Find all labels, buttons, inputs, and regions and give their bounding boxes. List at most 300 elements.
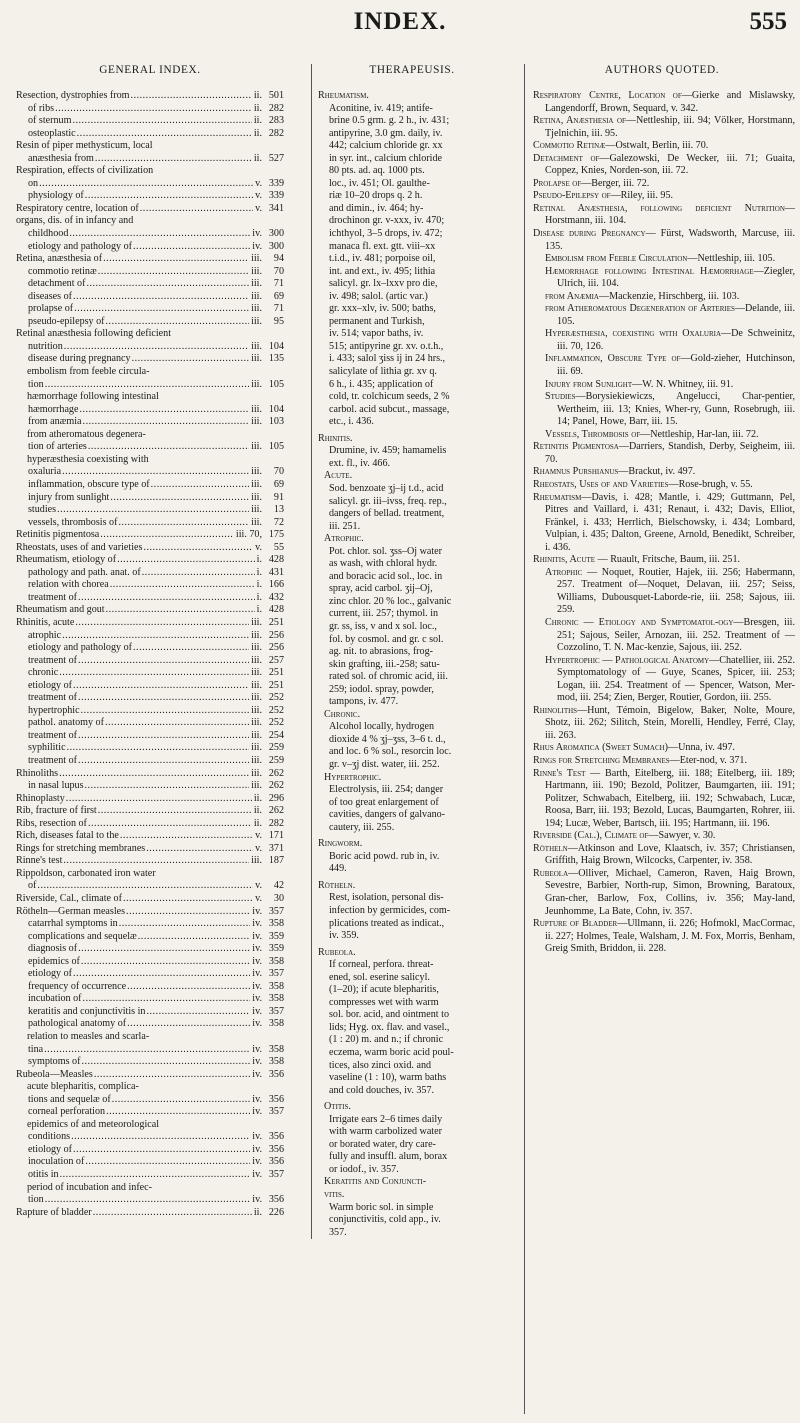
- leader-dots: [78, 755, 249, 768]
- index-entry-volume: iii.: [251, 642, 262, 654]
- index-entry: [16, 630, 284, 643]
- index-entry: [16, 793, 284, 806]
- index-entry-text: vessels, thrombosis of: [28, 516, 118, 528]
- author-entry: [533, 153, 795, 178]
- author-entry: [533, 379, 795, 392]
- leader-dots: [75, 617, 249, 630]
- index-entry: [16, 278, 284, 291]
- leader-dots: [120, 830, 253, 843]
- author-entry: [533, 115, 795, 140]
- therapeusis-line: salicylate of lithia gr. xv q.: [329, 366, 437, 378]
- index-entry: [16, 705, 284, 718]
- index-entry-text: of ribs: [28, 102, 55, 114]
- leader-dots: [132, 353, 249, 366]
- therapeusis-line: Warm boric sol. in simple: [329, 1201, 434, 1213]
- leader-dots: [81, 1056, 250, 1069]
- index-entry-text: in nasal lupus: [28, 780, 84, 792]
- index-entry-volume: iv.: [252, 968, 262, 980]
- index-entry-volume: ii.: [253, 102, 262, 114]
- leader-dots: [118, 517, 249, 530]
- index-entry-volume: v.: [255, 190, 262, 202]
- therapeusis-subheading: Rhinitis.: [318, 432, 353, 444]
- leader-dots: [39, 178, 253, 191]
- index-entry-text: inoculation of: [28, 1156, 85, 1168]
- leader-dots: [74, 303, 249, 316]
- index-entry-page: 431: [268, 566, 284, 578]
- author-entry-topic: Studies: [545, 391, 576, 403]
- index-entry-text: catarrhal symptoms in: [28, 918, 118, 930]
- index-entry-text: physiology of: [28, 190, 84, 202]
- therapeusis-line: permanent and Turkish,: [329, 315, 425, 327]
- leader-dots: [127, 1018, 250, 1031]
- index-entry-volume: iii.: [251, 767, 262, 779]
- index-entry-page: 356: [268, 1068, 284, 1080]
- leader-dots: [123, 893, 253, 906]
- leader-dots: [146, 843, 253, 856]
- index-entry-page: 259: [268, 754, 284, 766]
- index-entry: [16, 1156, 284, 1169]
- index-entry-volume: iii. 70,: [235, 529, 262, 541]
- index-entry-page: 358: [268, 1056, 284, 1068]
- author-entry-authors: —Mackenzie, Hirschberg, iii. 103.: [599, 290, 740, 302]
- index-entry-text: symptoms of: [28, 1056, 81, 1068]
- author-entry-topic: Rinne's Test: [533, 767, 586, 779]
- index-entry-text: syphilitic: [28, 742, 66, 754]
- index-entry-page: 356: [268, 1131, 284, 1143]
- therapeusis-subheading: Hypertrophic.: [324, 771, 382, 783]
- index-entry-page: 252: [268, 717, 284, 729]
- therapeusis-line: ened, sol. eserine salicyl.: [329, 971, 430, 983]
- therapeusis-line: loc., iv. 451; Ol. gaulthe-: [329, 177, 430, 189]
- leader-dots: [78, 592, 255, 605]
- index-entry-volume: iii.: [251, 441, 262, 453]
- author-entry: [533, 843, 795, 868]
- leader-dots: [98, 266, 249, 279]
- index-entry-page: 296: [268, 792, 284, 804]
- index-entry-volume: iv.: [252, 1106, 262, 1118]
- index-entry-text: Resection, dystrophies from: [16, 90, 130, 101]
- index-entry-volume: iii.: [251, 692, 262, 704]
- index-entry: [16, 642, 284, 655]
- author-entry-topic: Prolapse of: [533, 177, 582, 189]
- index-entry-page: 282: [268, 817, 284, 829]
- index-entry-text: frequency of occurrence: [28, 980, 127, 992]
- therapeusis-line: salicyl. gr. iii–ivss, freq. rep.,: [329, 495, 447, 507]
- therapeusis-line: 515; antipyrine gr. xv. o.t.h.,: [329, 340, 444, 352]
- index-entry: [16, 1169, 284, 1182]
- leader-dots: [73, 1144, 250, 1157]
- index-entry-volume: iii.: [251, 654, 262, 666]
- author-entry-authors: —Atkinson and Love, Klaatsch, iv. 357; Christiansen, Griffith, Haig Brown, Wilcocks, Carpenter, iv. 358.: [545, 842, 795, 867]
- index-entry-text: commotio retinæ: [28, 265, 97, 277]
- index-entry: [16, 893, 284, 906]
- index-entry-page: 358: [268, 1018, 284, 1030]
- index-entry-text: Rinne's test: [16, 855, 63, 867]
- index-entry-volume: iii.: [251, 353, 262, 365]
- index-entry-text: from anæmia: [28, 416, 82, 428]
- author-entry: [533, 617, 795, 655]
- leader-dots: [86, 278, 249, 291]
- author-entry: [533, 868, 795, 918]
- index-entry-text: etiology and pathology of: [28, 642, 133, 654]
- author-entry-authors: —Hunt, Témoin, Bigelow, Baker, Nolte, Moure, Shotz, iii. 262; Silitch, Stein, Morelli, Hendley, Ferré, Clay, iii. 263.: [545, 704, 795, 741]
- author-entry: [533, 655, 795, 705]
- index-entry: [16, 906, 284, 919]
- index-entry-page: 256: [268, 642, 284, 654]
- author-entry-authors: —Nettleship, iii. 105.: [687, 253, 776, 265]
- index-entry-text: epidemics of: [28, 955, 80, 967]
- author-entry-authors: —Delande, iii. 105.: [557, 303, 795, 327]
- leader-dots: [57, 504, 249, 517]
- index-entry-text: injury from sunlight: [28, 491, 110, 503]
- author-entry: [533, 441, 795, 466]
- author-entry: [533, 328, 795, 353]
- therapeusis-line: cold, tr. colchicum seeds, 2 %: [329, 391, 450, 403]
- index-entry-volume: iv.: [252, 1093, 262, 1105]
- index-entry: [16, 1194, 284, 1207]
- leader-dots: [126, 906, 250, 919]
- therapeusis-line: or iodof., iv. 357.: [329, 1163, 399, 1175]
- index-entry-volume: iv.: [252, 1194, 262, 1206]
- author-entry-topic: Embolism from Feeble Circulation: [545, 253, 688, 265]
- leader-dots: [67, 742, 249, 755]
- leader-dots: [69, 228, 250, 241]
- author-entry-topic: Rhinitis, Acute: [533, 554, 596, 566]
- index-entry: [16, 1131, 284, 1144]
- author-entry-topic: Vessels, Thrombosis of: [545, 428, 641, 440]
- index-entry: [16, 880, 284, 893]
- therapeusis-line: lids; Hyg. ox. flav. and vasel.,: [329, 1021, 450, 1033]
- index-entry-page: 91: [273, 491, 284, 503]
- leader-dots: [78, 692, 249, 705]
- leader-dots: [93, 1207, 252, 1220]
- index-entry: [16, 579, 284, 592]
- index-entry: [16, 604, 284, 617]
- author-entry-authors: —W. N. Whitney, iii. 91.: [632, 378, 734, 390]
- index-entry-volume: iii.: [251, 253, 262, 265]
- page-number: 555: [749, 8, 787, 35]
- index-entry-text: Rheumatism, etiology of: [16, 554, 117, 566]
- author-entry-topic: Detachment of: [533, 152, 600, 164]
- index-entry: [16, 153, 284, 166]
- author-entry-topic: Rheostats, Uses of and Varieties: [533, 478, 669, 490]
- index-entry-volume: v.: [255, 202, 262, 214]
- leader-dots: [133, 241, 250, 254]
- therapeusis-column: [311, 64, 510, 1239]
- author-entry-authors: —Sawyer, v. 30.: [648, 830, 716, 842]
- index-entry: [16, 416, 284, 429]
- therapeusis-line: manaca fl. ext. gtt. viii–xx: [329, 240, 436, 252]
- index-entry-page: 358: [268, 918, 284, 930]
- index-entry-text: childhood: [28, 228, 69, 240]
- leader-dots: [88, 441, 249, 454]
- index-entry-text: Rötheln—German measles: [16, 905, 126, 917]
- author-entry: [533, 705, 795, 743]
- index-entry-volume: i.: [256, 566, 262, 578]
- index-entry: [16, 190, 284, 203]
- index-entry-page: 251: [268, 667, 284, 679]
- therapeusis-line: sol. bor. acid, and ointment to: [329, 1009, 449, 1021]
- index-entry-page: 69: [273, 290, 284, 302]
- leader-dots: [94, 1069, 250, 1082]
- author-entry-topic: Riverside (Cal.), Climate of: [533, 830, 649, 842]
- therapeusis-line: as wash, with chloral hydr.: [329, 558, 438, 570]
- index-entry: [16, 655, 284, 668]
- index-entry-continued: Retinal anæsthesia following deficient: [16, 328, 172, 340]
- index-entry: [16, 993, 284, 1006]
- index-entry: [16, 843, 284, 856]
- leader-dots: [83, 416, 250, 429]
- index-entry-text: atrophic: [28, 629, 62, 641]
- leader-dots: [103, 253, 249, 266]
- leader-dots: [44, 1044, 250, 1057]
- therapeusis-line: and dimin., iv. 464; hy-: [329, 202, 424, 214]
- index-entry-text: treatment of: [28, 654, 78, 666]
- index-entry-text: chronic: [28, 667, 59, 679]
- leader-dots: [151, 479, 249, 492]
- leader-dots: [138, 931, 251, 944]
- author-entry: [533, 755, 795, 768]
- therapeusis-line: brine 0.5 grm. g. 2 h., iv. 431;: [329, 115, 450, 127]
- index-entry-page: 501: [268, 90, 284, 101]
- index-entry: [16, 504, 284, 517]
- index-entry-text: tion: [28, 1194, 44, 1206]
- leader-dots: [110, 492, 249, 505]
- therapeusis-line: Drumine, iv. 459; hamamelis: [329, 445, 447, 457]
- index-entry-page: 300: [268, 228, 284, 240]
- therapeusis-line: 449.: [329, 863, 347, 875]
- leader-dots: [133, 642, 249, 655]
- index-entry: [16, 303, 284, 316]
- author-entry-topic: Inflammation, Obscure Type of: [545, 353, 681, 365]
- index-entry-volume: iii.: [251, 629, 262, 641]
- index-entry-continued: acute blepharitis, complica-: [27, 1081, 139, 1093]
- index-entry-text: Rib, fracture of first: [16, 805, 97, 817]
- author-entry: [533, 479, 795, 492]
- author-entry: [533, 554, 795, 567]
- index-entry-page: 69: [273, 478, 284, 490]
- index-entry-text: Rheostats, uses of and varieties: [16, 541, 143, 553]
- index-entry-page: 103: [268, 416, 284, 428]
- index-entry-page: 356: [268, 1143, 284, 1155]
- index-entry: [16, 567, 284, 580]
- index-entry-text: Rings for stretching membranes: [16, 842, 146, 854]
- index-entry-page: 55: [273, 541, 284, 553]
- index-entry-text: tion of arteries: [28, 441, 87, 453]
- index-entry-text: keratitis and conjunctivitis in: [28, 1005, 146, 1017]
- leader-dots: [59, 768, 249, 781]
- index-entry-volume: iii.: [251, 667, 262, 679]
- leader-dots: [140, 203, 253, 216]
- index-entry-page: 105: [268, 378, 284, 390]
- author-entry: [533, 178, 795, 191]
- index-entry: [16, 692, 284, 705]
- index-entry-volume: ii.: [253, 127, 262, 139]
- index-entry-volume: iii.: [251, 340, 262, 352]
- index-entry-text: etiology of: [28, 968, 73, 980]
- general-index-heading: GENERAL INDEX.: [99, 64, 201, 76]
- index-entry-volume: iv.: [252, 1068, 262, 1080]
- index-entry: [16, 1018, 284, 1031]
- index-entry-page: 356: [268, 1093, 284, 1105]
- index-entry-text: treatment of: [28, 754, 78, 766]
- index-entry: [16, 228, 284, 241]
- therapeusis-line: (1–20); if acute blepharitis,: [329, 984, 439, 996]
- author-entry: [533, 830, 795, 843]
- index-entry-volume: v.: [255, 830, 262, 842]
- index-entry: [16, 830, 284, 843]
- index-entry-volume: iv.: [252, 930, 262, 942]
- index-entry-volume: ii.: [253, 805, 262, 817]
- index-entry-page: 357: [268, 1169, 284, 1181]
- index-entry-volume: v.: [255, 541, 262, 553]
- therapeusis-line: (1 : 20) m. and n.; if chronic: [329, 1034, 444, 1046]
- index-entry-text: Rubeola—Measles: [16, 1068, 93, 1080]
- author-entry-authors: —Borysiekiewiczs, Angelucci, Char-pentier, Wertheim, iii. 13; Knies, Wher-ry, Gunn, Rosebrugh, iii. 14; Panel, Howe, Barr, iii. 15.: [557, 391, 795, 428]
- index-entry-volume: iii.: [251, 742, 262, 754]
- leader-dots: [59, 667, 249, 680]
- index-entry-volume: iii.: [251, 290, 262, 302]
- index-entry-page: 357: [268, 905, 284, 917]
- index-entry-text: Rhinoplasty: [16, 792, 65, 804]
- therapeusis-line: ichthyol, 3–5 drops, iv. 472;: [329, 228, 443, 240]
- index-entry-page: 105: [268, 441, 284, 453]
- therapeusis-subheading: Rheumatism.: [318, 90, 369, 101]
- therapeusis-line: rated sol. of chromic acid, iii.: [329, 671, 448, 683]
- author-entry: [533, 567, 795, 617]
- index-entry-text: Rapture of bladder: [16, 1206, 92, 1218]
- index-entry-text: incubation of: [28, 993, 82, 1005]
- therapeusis-line: t.i.d., iv. 481; porpoise oil,: [329, 253, 436, 265]
- index-entry: [16, 855, 284, 868]
- index-entry-volume: iii.: [251, 265, 262, 277]
- index-entry: [16, 981, 284, 994]
- index-entry-text: Riverside, Cal., climate of: [16, 893, 122, 904]
- index-entry: [16, 1106, 284, 1119]
- index-entry-page: 251: [268, 679, 284, 691]
- index-entry-volume: iv.: [252, 1169, 262, 1181]
- leader-dots: [81, 956, 250, 969]
- leader-dots: [73, 680, 249, 693]
- therapeusis-line: 6 h., i. 435; application of: [329, 378, 434, 390]
- index-entry-volume: iv.: [252, 1056, 262, 1068]
- therapeusis-subheading: Rubeola.: [318, 946, 356, 958]
- index-entry-text: tion: [28, 378, 44, 390]
- author-entry-authors: —Nettleship, iii. 94; Völker, Horstmann, Tjelnichin, iii. 95.: [545, 115, 795, 139]
- index-entry-text: hypertrophic: [28, 704, 80, 716]
- therapeusis-line: Boric acid powd. rub in, iv.: [329, 850, 440, 862]
- index-entry-text: pseudo-epilepsy of: [28, 315, 105, 327]
- leader-dots: [117, 554, 255, 567]
- index-entry-page: 70: [273, 265, 284, 277]
- index-entry-volume: iii.: [251, 704, 262, 716]
- therapeusis-line: tices, also zinci oxid. and: [329, 1059, 432, 1071]
- leader-dots: [131, 90, 252, 103]
- index-entry-volume: iii.: [251, 378, 262, 390]
- index-entry-text: prolapse of: [28, 303, 74, 315]
- index-entry-volume: i.: [256, 604, 262, 616]
- index-entry-page: 300: [268, 240, 284, 252]
- author-entry-topic: Rötheln: [533, 842, 568, 854]
- author-entry-authors: —Berger, iii. 72.: [581, 177, 650, 189]
- index-entry: [16, 818, 284, 831]
- index-entry-page: 226: [268, 1206, 284, 1218]
- index-entry-text: pathol. anatomy of: [28, 717, 104, 729]
- leader-dots: [79, 404, 249, 417]
- index-entry: [16, 253, 284, 266]
- therapeusis-line: 259; iodol. spray, powder,: [329, 683, 434, 695]
- therapeusis-line: Electrolysis, iii. 254; danger: [329, 784, 444, 796]
- therapeusis-line: Aconitine, iv. 419; antife-: [329, 102, 433, 114]
- therapeusis-line: iii. 251.: [329, 520, 361, 532]
- authors-quoted-column: [524, 64, 795, 1414]
- author-entry-topic: Disease during Pregnancy: [533, 228, 646, 240]
- index-entry-page: 358: [268, 993, 284, 1005]
- therapeusis-line: dioxide 4 % ʒj–ʒss, 3–6 t. d.,: [329, 733, 446, 745]
- author-entry-authors: —Galezowski, De Wecker, iii. 71; Guaita, Coppez, Knies, Norden-son, iii. 72.: [545, 152, 795, 177]
- index-entry-continued: Resin of piper methysticum, local: [16, 140, 153, 152]
- index-entry: [16, 1044, 284, 1057]
- index-entry-volume: iv.: [252, 1018, 262, 1030]
- leader-dots: [98, 805, 252, 818]
- index-entry-volume: iii.: [251, 855, 262, 867]
- index-entry: [16, 943, 284, 956]
- author-entry-authors: — Barth, Eitelberg, iii. 188; Eitelberg, iii. 189; Hartmann, iii. 190; Bezold, Politzer, Baumgarten, iii. 191; Politzer, Schwabach, Eitelberg, iii. 192; Schwabach, Lucæ, Roosa, Barr, iii. 193; Bezold, Lucas, Baumgarten, Rohrer, iii. 194; Lucæ, Weber, Bartsch, iii. 195; Hartmann, iii. 196.: [545, 767, 795, 829]
- author-entry-topic: Hæmorrhage following Intestinal Hæmorrhage: [545, 265, 754, 277]
- author-entry-topic: Rhus Aromatica (Sweet Sumach): [533, 742, 669, 754]
- author-entry: [533, 429, 795, 442]
- leader-dots: [78, 655, 249, 668]
- index-entry-page: 282: [268, 102, 284, 114]
- leader-dots: [71, 1131, 250, 1144]
- index-entry-page: 257: [268, 654, 284, 666]
- leader-dots: [146, 1006, 250, 1019]
- author-entry-authors: —Darriers, Standish, Derby, Seigheim, iii. 70.: [545, 441, 795, 465]
- index-entry: [16, 241, 284, 254]
- index-entry: [16, 755, 284, 768]
- therapeusis-line: If corneal, perfora. threat-: [329, 959, 434, 971]
- index-entry-page: 262: [268, 780, 284, 792]
- author-entry-topic: Rubeola: [533, 867, 569, 879]
- index-entry: [16, 492, 284, 505]
- index-entry-volume: iv.: [252, 955, 262, 967]
- author-entry-topic: Atrophic: [545, 566, 583, 578]
- page-title: INDEX.: [353, 8, 447, 35]
- leader-dots: [77, 128, 252, 141]
- therapeusis-line: conjunctivitis, cold app., iv.: [329, 1214, 441, 1226]
- index-entry: [16, 918, 284, 931]
- index-entry-page: 356: [268, 1156, 284, 1168]
- author-entry-authors: —Gold-zieher, Hutchinson, iii. 69.: [557, 353, 795, 378]
- index-entry-volume: iii.: [251, 717, 262, 729]
- therapeusis-line: or borated water, dry care-: [329, 1138, 436, 1150]
- leader-dots: [127, 981, 250, 994]
- index-entry-volume: i.: [256, 591, 262, 603]
- index-entry-text: detachment of: [28, 278, 86, 290]
- index-entry: [16, 203, 284, 216]
- leader-dots: [45, 379, 249, 392]
- author-entry: [533, 203, 795, 228]
- index-entry: [16, 1069, 284, 1082]
- therapeusis-line: salicyl. gr. lx–lxxv pro die,: [329, 278, 438, 290]
- author-entry-authors: —Gierke and Mislawsky, Langendorff, Brown, Sequard, v. 342.: [545, 90, 795, 114]
- author-entry-authors: —Ostwalt, Berlin, iii. 70.: [605, 140, 709, 152]
- therapeusis-line: iv. 498; salol. (artic var.): [329, 290, 428, 302]
- author-entry-authors: —Eter-nod, v. 371.: [669, 754, 747, 766]
- leader-dots: [106, 316, 250, 329]
- index-entry: [16, 1056, 284, 1069]
- therapeusis-line: fully and insuffl. alum, borax: [329, 1151, 448, 1163]
